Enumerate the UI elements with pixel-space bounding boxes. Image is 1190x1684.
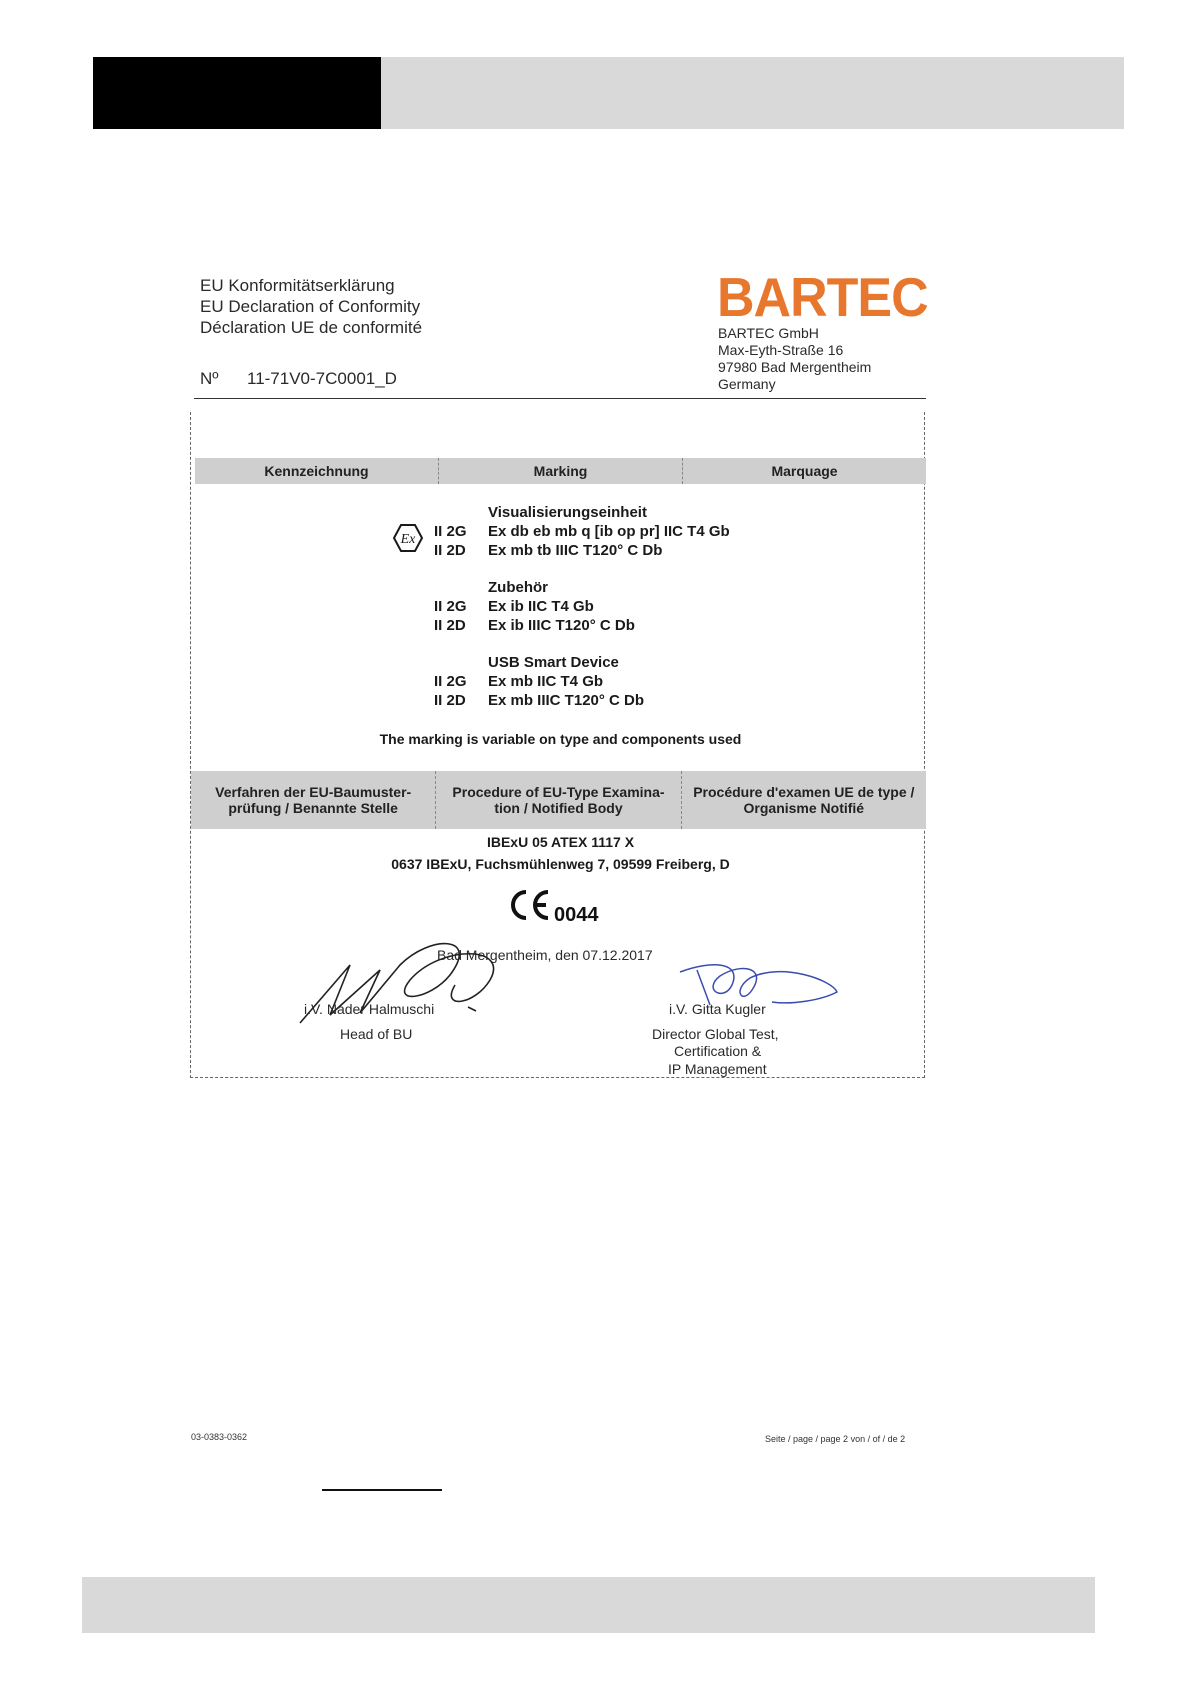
group-title: Visualisierungseinheit	[488, 504, 647, 521]
doc-code: 03-0383-0362	[191, 1432, 248, 1442]
col-kennzeichnung: Kennzeichnung	[195, 458, 439, 484]
svg-text:Ex: Ex	[400, 532, 416, 547]
right-signatory-role-1: Director Global Test,	[652, 1026, 779, 1042]
title-fr: Déclaration UE de conformité	[200, 318, 423, 337]
category: II 2D	[434, 542, 466, 559]
ex-hexagon-icon	[392, 523, 424, 553]
marking-group	[434, 578, 635, 635]
number-label: Nº	[200, 369, 219, 388]
header-black-bar	[93, 57, 381, 129]
right-signatory-role-3: IP Management	[668, 1061, 767, 1077]
bartec-logo: BARTEC	[717, 267, 928, 329]
marking-code: Ex mb tb IIIC T120° C Db	[488, 542, 663, 559]
col-procedure: Procedure of EU-Type Examina-tion / Notified Body	[436, 771, 681, 829]
marking-code: Ex ib IIIC T120° C Db	[488, 617, 635, 634]
col-procedure-fr: Procédure d'examen UE de type / Organisme Notifié	[693, 784, 915, 816]
marking-code: Ex mb IIIC T120° C Db	[488, 692, 645, 709]
marking-group	[434, 653, 644, 710]
category: II 2D	[434, 617, 466, 634]
left-signatory-name: i.V. Nader Halmuschi	[304, 1001, 435, 1017]
group-title: USB Smart Device	[488, 654, 619, 671]
page-info: Seite / page / page 2 von / of / de 2	[765, 1434, 906, 1444]
declaration-number: 11-71V0-7C0001_D	[247, 369, 397, 388]
right-signatory-name: i.V. Gitta Kugler	[669, 1001, 766, 1017]
ce-mark-icon	[506, 888, 552, 922]
company-city: 97980 Bad Mergentheim	[718, 359, 872, 375]
marking-header-band	[195, 458, 926, 484]
notified-body: 0637 IBExU, Fuchsmühlenweg 7, 09599 Freiberg, D	[391, 856, 730, 872]
company-name: BARTEC GmbH	[718, 325, 819, 341]
marking-code: Ex ib IIC T4 Gb	[488, 598, 594, 615]
category: II 2D	[434, 692, 466, 709]
company-street: Max-Eyth-Straße 16	[718, 342, 844, 358]
left-signatory-role: Head of BU	[340, 1026, 413, 1042]
category: II 2G	[434, 673, 467, 690]
title-de: EU Konformitätserklärung	[200, 276, 395, 295]
marking-code: Ex mb IIC T4 Gb	[488, 673, 604, 690]
category: II 2G	[434, 598, 467, 615]
group-title: Zubehör	[488, 579, 548, 596]
col-marquage: Marquage	[771, 463, 838, 479]
ce-notified-number: 0044	[554, 904, 599, 926]
title-en: EU Declaration of Conformity	[200, 297, 421, 316]
place-date: Bad Mergentheim, den 07.12.2017	[437, 947, 653, 963]
footer-underline	[322, 1489, 442, 1491]
marking-code: Ex db eb mb q [ib op pr] IIC T4 Gb	[488, 523, 730, 540]
certificate-number: IBExU 05 ATEX 1117 X	[486, 834, 635, 850]
footer-gray-bar	[82, 1577, 1095, 1633]
company-country: Germany	[718, 376, 776, 392]
col-marking: Marking	[439, 458, 683, 484]
category: II 2G	[434, 523, 467, 540]
col-verfahren: Verfahren der EU-Baumuster-prüfung / Benannte Stelle	[191, 771, 436, 829]
procedure-header-band	[191, 771, 926, 829]
right-signatory-role-2: Certification &	[674, 1043, 762, 1059]
marking-group	[434, 503, 730, 560]
header-rule	[194, 398, 926, 399]
header-gray-bar	[381, 57, 1124, 129]
marking-note: The marking is variable on type and components used	[379, 731, 742, 747]
